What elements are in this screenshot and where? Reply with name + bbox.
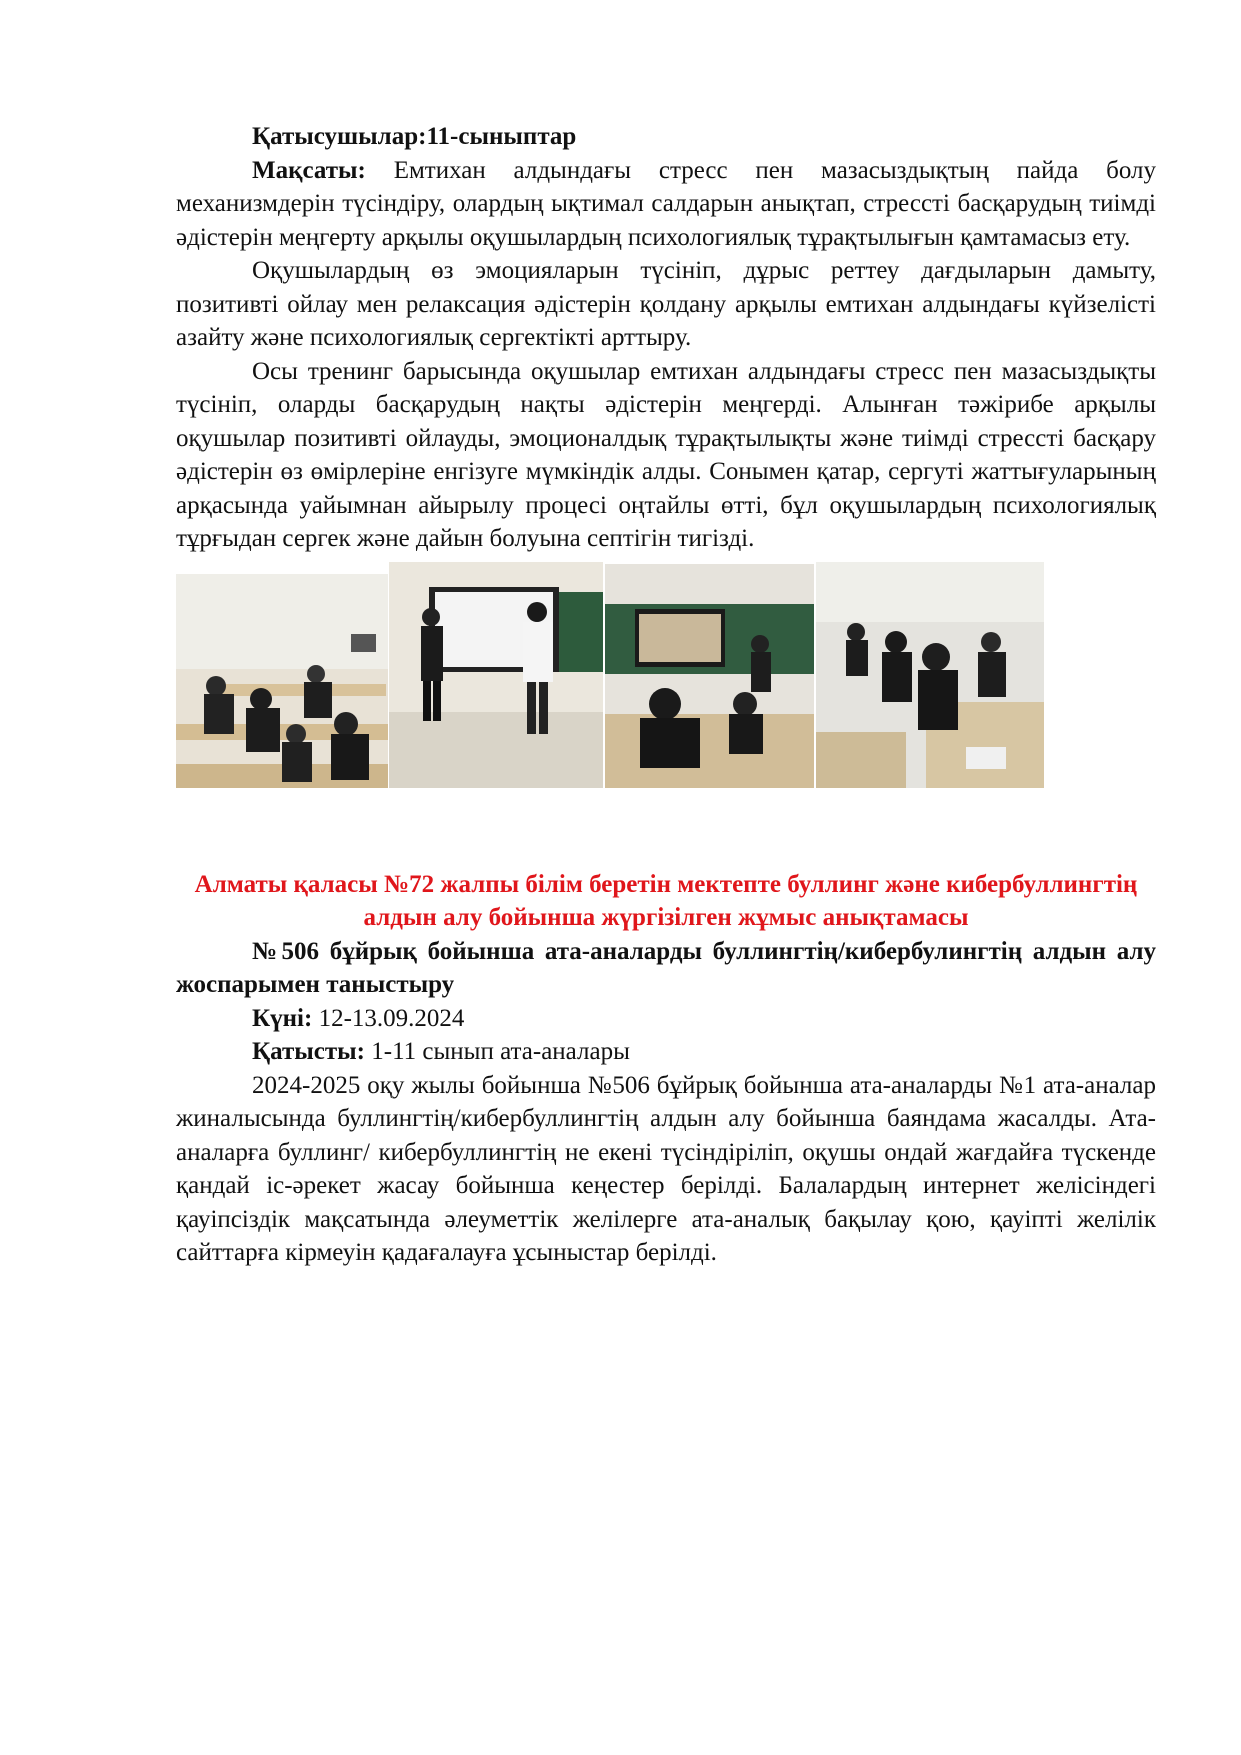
participants-line — [176, 120, 1156, 154]
attended-label: Қатысты: — [252, 1038, 366, 1065]
participants-label: Қатысушылар: — [252, 123, 427, 150]
presentation-photo — [605, 564, 814, 788]
training-summary-paragraph: Осы тренинг барысында оқушылар емтихан алдындағы стресс пен мазасыздықты түсініп, оларды басқарудың нақты әдістерін меңгерді. Алынған тәжірибе арқылы оқушылар позитивті ойлауды, эмоционалдық тұрақтылықты және тиімді стрессті басқару әдістерін өз өмірлеріне енгізуге мүмкіндік алды. Сонымен қатар, сергуті жаттығуларының арқасында уайымнан айырылу процесі оңтайлы өтті, бұл оқушылардың психологиялық тұрғыдан сергек және дайын болуына септігін тигізді. — [176, 357, 1156, 552]
document-page — [176, 120, 1156, 1270]
goal-label: Мақсаты: — [252, 156, 366, 184]
photo-strip — [176, 562, 1156, 802]
date-line — [176, 1002, 1156, 1036]
report-body: 2024-2025 оқу жылы бойынша №506 бұйрық бойынша ата-аналарды №1 ата-аналар жиналысында буллингтің/кибербуллингтің алдын алу бойынша баяндама жасалды. Ата-аналарға буллинг/ кибербуллингтің не екені түсіндіріліп, оқушы ондай жағдайға түскенде қандай іс-әрекет жасау бойынша кеңестер берілді. Балалардың интернет желісіндегі қауіпсіздік мақсатында әлеуметтік желілерге ата-аналық бақылау қою, қауіпті желілік сайттарға кірмеуін қадағалауға ұсыныстар берілді. — [176, 1071, 1156, 1266]
attended-value: 1-11 сынып ата-аналары — [365, 1038, 630, 1065]
goal-paragraph — [176, 154, 1156, 255]
date-value: 12-13.09.2024 — [312, 1004, 465, 1032]
report-subtitle: №506 бұйрық бойынша ата-аналарды буллингтің/кибербулингтің алдын алу жоспарымен таныстыру — [176, 937, 1156, 998]
participants-value: 11-сыныптар — [426, 123, 577, 150]
emotions-paragraph: Оқушылардың өз эмоцияларын түсініп, дұрыс реттеу дағдыларын дамыту, позитивті ойлау мен релаксация әдістерін қолдану арқылы емтихан алдындағы күйзелісті азайту және психологиялық сергектікті арттыру. — [176, 257, 1156, 351]
students-at-board-photo — [389, 562, 603, 788]
date-label: Күні: — [252, 1004, 313, 1032]
group-work-photo — [816, 562, 1044, 788]
goal-text: Емтихан алдындағы стресс пен мазасыздықтың пайда болу механизмдерін түсіндіру, олардың ықтимал салдарын анықтап, стрессті басқарудың тиімді әдістерін меңгерту арқылы оқушылардың психологиялық тұрақтылығын қамтамасыз ету. — [176, 156, 1156, 251]
students-writing-photo — [176, 574, 388, 788]
attended-line — [176, 1035, 1156, 1069]
report-title: Алматы қаласы №72 жалпы білім беретін мектепте буллинг және кибербуллингтің алдын алу бойынша жүргізілген жұмыс анықтамасы — [194, 870, 1138, 931]
